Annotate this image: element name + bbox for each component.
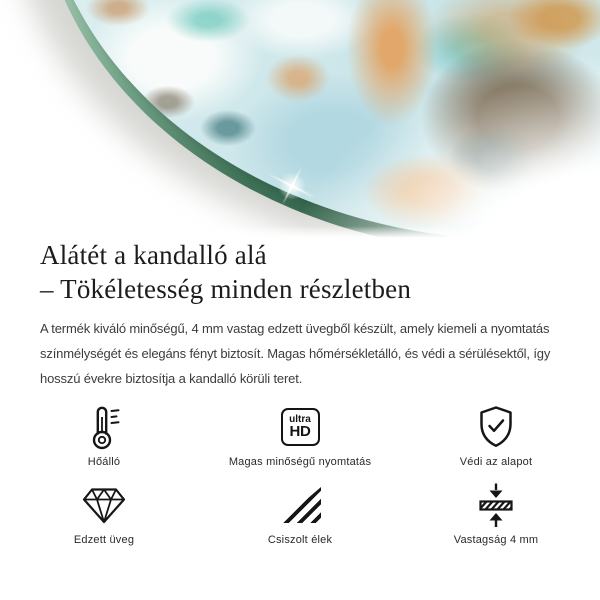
feature-label: Védi az alapot: [459, 456, 533, 468]
product-text-section: [0, 238, 600, 391]
feature-label: Edzett üveg: [73, 534, 135, 546]
thermometer-icon: [87, 403, 121, 451]
thickness-icon: [476, 481, 516, 529]
feature-heat-resistant: [8, 403, 200, 469]
feature-label: Csiszolt élek: [267, 534, 333, 546]
feature-high-quality-print: [200, 403, 400, 469]
feature-polished-edges: [200, 481, 400, 547]
feature-thickness: [400, 481, 592, 547]
polished-edges-icon: [279, 481, 321, 529]
feature-protects-base: [400, 403, 592, 469]
features-grid: [0, 403, 600, 547]
ultra-hd-icon: ultra HD: [281, 403, 320, 451]
title-line-1: Alátét a kandalló alá: [40, 240, 267, 270]
page-title: [40, 238, 560, 306]
feature-label: Vastagság 4 mm: [453, 534, 539, 546]
feature-tempered-glass: [8, 481, 200, 547]
product-photo: [0, 0, 600, 238]
feature-label: Hőálló: [87, 456, 121, 468]
shield-check-icon: [476, 403, 516, 451]
diamond-icon: [81, 481, 127, 529]
title-line-2: – Tökéletesség minden részletben: [40, 274, 412, 304]
feature-label: Magas minőségű nyomtatás: [228, 456, 372, 468]
product-description: A termék kiváló minőségű, 4 mm vastag edzett üvegből készült, amely kiemeli a nyomtatás színmélységét és elegáns fényt biztosít. Magas hőmérsékletálló, és védi a sérülésektől, így hosszú évekre biztosítja a kandalló körüli teret.: [40, 321, 551, 386]
